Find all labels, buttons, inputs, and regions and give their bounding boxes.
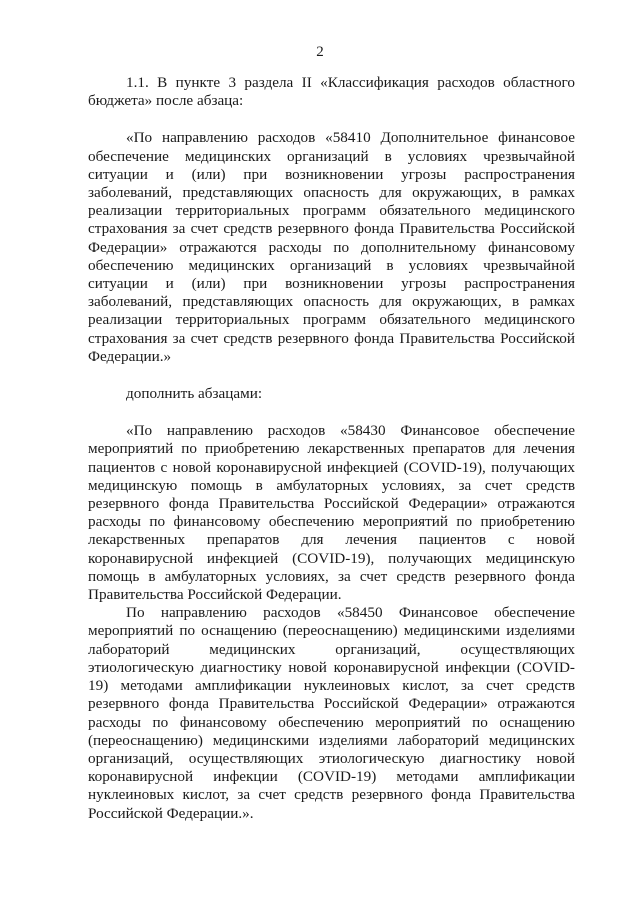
spacer xyxy=(88,366,575,385)
spacer xyxy=(88,110,575,129)
document-body xyxy=(88,74,575,823)
page-number: 2 xyxy=(316,44,324,60)
paragraph-intro: 1.1. В пункте 3 раздела II «Классификация расходов областного бюджета» после абзаца: xyxy=(88,74,575,110)
paragraph-58430: «По направлению расходов «58430 Финансовое обеспечение мероприятий по приобретению лекарственных препаратов для лечения пациентов с новой коронавирусной инфекцией (COVID-19), получающих медицинскую помощь в амбулаторных условиях, за счет средств резервного фонда Правительства Российской Федерации» отражаются расходы по финансовому обеспечению мероприятий по приобретению лекарственных препаратов для лечения пациентов с новой коронавирусной инфекцией (COVID-19), получающих медицинскую помощь в амбулаторных условиях, за счет средств резервного фонда Правительства Российской Федерации. xyxy=(88,422,575,604)
paragraph-58450: По направлению расходов «58450 Финансовое обеспечение мероприятий по оснащению (переоснащению) медицинскими изделиями лабораторий медицинских организаций, осуществляющих этиологическую диагностику новой коронавирусной инфекции (COVID-19) методами амплификации нуклеиновых кислот, за счет средств резервного фонда Правительства Российской Федерации» отражаются расходы по финансовому обеспечению мероприятий по оснащению (переоснащению) медицинскими изделиями лабораторий медицинских организаций, осуществляющих этиологическую диагностику новой коронавирусной инфекции (COVID-19) методами амплификации нуклеиновых кислот, за счет средств резервного фонда Правительства Российской Федерации.». xyxy=(88,604,575,822)
spacer xyxy=(88,403,575,422)
paragraph-supplement: дополнить абзацами: xyxy=(126,385,263,403)
paragraph-quoted-58410: «По направлению расходов «58410 Дополнительное финансовое обеспечение медицинских организаций в условиях чрезвычайной ситуации и (или) при возникновении угрозы распространения заболеваний, представляющих опасность для окружающих, в рамках реализации территориальных программ обязательного медицинского страхования за счет средств резервного фонда Правительства Российской Федерации» отражаются расходы по дополнительному финансовому обеспечению медицинских организаций в условиях чрезвычайной ситуации и (или) при возникновении угрозы распространения заболеваний, представляющих опасность для окружающих, в рамках реализации территориальных программ обязательного медицинского страхования за счет средств резервного фонда Правительства Российской Федерации.» xyxy=(88,129,575,365)
